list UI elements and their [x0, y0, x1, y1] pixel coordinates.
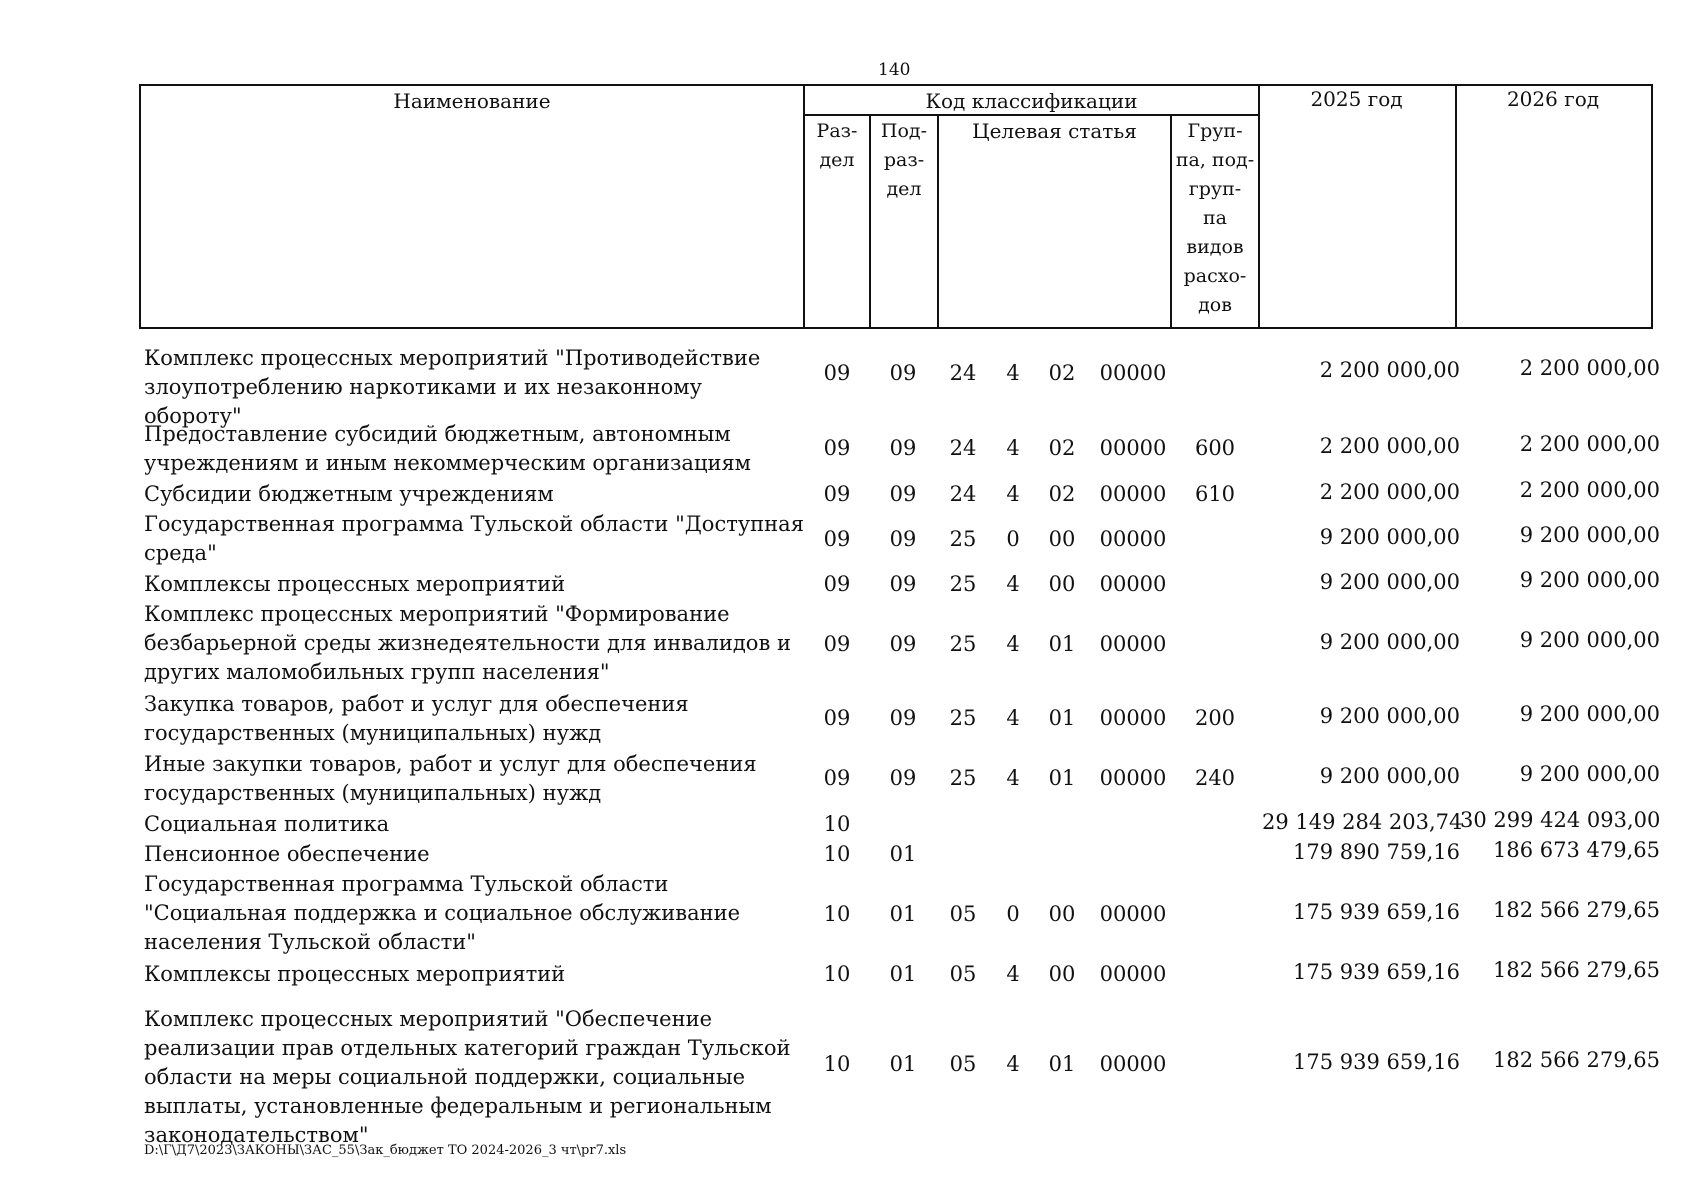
row-section: 09 — [823, 632, 851, 656]
row-section: 10 — [823, 842, 851, 866]
row-subsection: 01 — [889, 962, 917, 986]
row-target-direction: 00000 — [1099, 527, 1167, 551]
row-amount-2026: 30 299 424 093,00 — [1460, 808, 1661, 832]
row-amount-2026: 182 566 279,65 — [1493, 1048, 1660, 1072]
row-amount-2026: 9 200 000,00 — [1519, 568, 1660, 592]
row-section: 10 — [823, 962, 851, 986]
row-target-program: 25 — [949, 527, 977, 551]
row-target-type: 0 — [1006, 902, 1020, 926]
row-amount-2026: 9 200 000,00 — [1519, 762, 1660, 786]
row-name: Социальная политика — [144, 812, 390, 836]
row-target-program: 25 — [949, 632, 977, 656]
row-target-direction: 00000 — [1099, 632, 1167, 656]
row-name: Государственная программа Тульской области "Доступная среда" — [144, 512, 804, 565]
header-code: Код классификации — [925, 89, 1138, 113]
row-subsection: 09 — [889, 766, 917, 790]
row-subsection: 09 — [889, 706, 917, 730]
row-amount-2026: 9 200 000,00 — [1519, 523, 1660, 547]
row-amount-2025: 9 200 000,00 — [1319, 630, 1460, 654]
row-subsection: 09 — [889, 482, 917, 506]
row-target-element: 01 — [1048, 766, 1076, 790]
row-section: 10 — [823, 812, 851, 836]
row-amount-2026: 186 673 479,65 — [1493, 838, 1660, 862]
row-target-element: 01 — [1048, 706, 1076, 730]
row-target-direction: 00000 — [1099, 902, 1167, 926]
row-amount-2025: 2 200 000,00 — [1319, 358, 1460, 382]
header-year-2025: 2025 год — [1310, 87, 1403, 111]
row-target-type: 0 — [1006, 527, 1020, 551]
row-target-direction: 00000 — [1099, 766, 1167, 790]
row-amount-2025: 179 890 759,16 — [1293, 840, 1460, 864]
row-section: 09 — [823, 482, 851, 506]
row-name: Закупка товаров, работ и услуг для обеспечения государственных (муниципальных) нужд — [144, 692, 689, 745]
row-target-program: 05 — [949, 1052, 977, 1076]
header-target: Целевая статья — [972, 119, 1137, 143]
row-subsection: 09 — [889, 436, 917, 460]
page-number: 140 — [878, 60, 911, 80]
header-section: Раз- дел — [816, 120, 858, 171]
row-expense-group: 600 — [1194, 436, 1236, 460]
row-amount-2025: 2 200 000,00 — [1319, 480, 1460, 504]
row-target-program: 05 — [949, 962, 977, 986]
row-target-direction: 00000 — [1099, 1052, 1167, 1076]
header-year-2026: 2026 год — [1506, 87, 1600, 111]
row-target-direction: 00000 — [1099, 706, 1167, 730]
row-target-type: 4 — [1006, 482, 1020, 506]
row-amount-2026: 182 566 279,65 — [1493, 958, 1660, 982]
row-amount-2025: 175 939 659,16 — [1293, 1050, 1460, 1074]
row-target-direction: 00000 — [1099, 482, 1167, 506]
row-target-element: 00 — [1048, 572, 1076, 596]
row-amount-2025: 2 200 000,00 — [1319, 434, 1460, 458]
row-target-type: 4 — [1006, 706, 1020, 730]
row-target-direction: 00000 — [1099, 962, 1167, 986]
row-section: 09 — [823, 706, 851, 730]
row-target-element: 01 — [1048, 632, 1076, 656]
row-expense-group: 240 — [1194, 766, 1236, 790]
row-expense-group: 200 — [1194, 706, 1236, 730]
row-target-program: 24 — [949, 361, 977, 385]
row-amount-2026: 2 200 000,00 — [1519, 432, 1660, 456]
row-amount-2025: 9 200 000,00 — [1319, 525, 1460, 549]
row-target-type: 4 — [1006, 962, 1020, 986]
row-subsection: 09 — [889, 361, 917, 385]
row-section: 09 — [823, 361, 851, 385]
row-subsection: 09 — [889, 572, 917, 596]
row-target-direction: 00000 — [1099, 361, 1167, 385]
row-amount-2026: 9 200 000,00 — [1519, 702, 1660, 726]
row-target-element: 02 — [1048, 361, 1076, 385]
row-subsection: 01 — [889, 1052, 917, 1076]
row-target-type: 4 — [1006, 632, 1020, 656]
row-target-direction: 00000 — [1099, 572, 1167, 596]
row-name: Комплекс процессных мероприятий "Противодействие злоупотреблению наркотиками и их незаконному обороту" — [144, 346, 761, 428]
row-target-program: 24 — [949, 482, 977, 506]
row-target-element: 00 — [1048, 902, 1076, 926]
row-subsection: 09 — [889, 527, 917, 551]
row-amount-2025: 175 939 659,16 — [1293, 960, 1460, 984]
row-section: 10 — [823, 1052, 851, 1076]
row-name: Иные закупки товаров, работ и услуг для обеспечения государственных (муниципальных) нужд — [144, 752, 757, 805]
row-name: Комплекс процессных мероприятий "Формирование безбарьерной среды жизнедеятельности для инвалидов и других маломобильных групп населения" — [144, 602, 791, 684]
row-amount-2025: 9 200 000,00 — [1319, 764, 1460, 788]
row-target-program: 25 — [949, 572, 977, 596]
row-target-element: 00 — [1048, 527, 1076, 551]
row-expense-group: 610 — [1194, 482, 1236, 506]
row-target-type: 4 — [1006, 361, 1020, 385]
row-amount-2026: 9 200 000,00 — [1519, 628, 1660, 652]
row-target-element: 02 — [1048, 482, 1076, 506]
row-section: 10 — [823, 902, 851, 926]
footer-file-path: D:\Г\Д7\2023\ЗАКОНЫ\ЗАС_55\Зак_бюджет ТО 2024-2026_3 чт\pr7.xls — [144, 1143, 627, 1158]
row-target-direction: 00000 — [1099, 436, 1167, 460]
row-target-program: 25 — [949, 766, 977, 790]
row-target-program: 05 — [949, 902, 977, 926]
row-name: Комплекс процессных мероприятий "Обеспечение реализации прав отдельных категорий граждан Тульской области на меры социальной поддержки, социальные выплаты, установленные федеральным и региональным законодательством" — [144, 1007, 791, 1147]
row-amount-2026: 182 566 279,65 — [1493, 898, 1660, 922]
row-section: 09 — [823, 527, 851, 551]
header-name: Наименование — [393, 89, 551, 113]
row-amount-2025: 175 939 659,16 — [1293, 900, 1460, 924]
row-target-program: 25 — [949, 706, 977, 730]
row-subsection: 09 — [889, 632, 917, 656]
row-target-program: 24 — [949, 436, 977, 460]
row-target-type: 4 — [1006, 436, 1020, 460]
row-section: 09 — [823, 766, 851, 790]
row-name: Субсидии бюджетным учреждениям — [144, 482, 554, 506]
row-target-type: 4 — [1006, 766, 1020, 790]
row-amount-2026: 2 200 000,00 — [1519, 356, 1660, 380]
row-section: 09 — [823, 572, 851, 596]
row-target-type: 4 — [1006, 1052, 1020, 1076]
row-section: 09 — [823, 436, 851, 460]
row-name: Комплексы процессных мероприятий — [144, 572, 566, 596]
row-name: Комплексы процессных мероприятий — [144, 962, 566, 986]
header-group: Груп- па, под- груп- па видов расхо- дов — [1175, 120, 1255, 316]
row-amount-2026: 2 200 000,00 — [1519, 478, 1660, 502]
row-subsection: 01 — [889, 842, 917, 866]
row-target-element: 00 — [1048, 962, 1076, 986]
row-name: Предоставление субсидий бюджетным, автономным учреждениям и иным некоммерческим организациям — [144, 422, 752, 475]
row-name: Пенсионное обеспечение — [144, 842, 430, 866]
row-target-type: 4 — [1006, 572, 1020, 596]
row-target-element: 02 — [1048, 436, 1076, 460]
row-amount-2025: 9 200 000,00 — [1319, 570, 1460, 594]
header-subsection: Под- раз- дел — [880, 120, 928, 200]
row-amount-2025: 9 200 000,00 — [1319, 704, 1460, 728]
row-name: Государственная программа Тульской области "Социальная поддержка и социальное обслуживание населения Тульской области" — [144, 872, 741, 954]
row-target-element: 01 — [1048, 1052, 1076, 1076]
row-subsection: 01 — [889, 902, 917, 926]
row-amount-2025: 29 149 284 203,74 — [1262, 810, 1463, 834]
